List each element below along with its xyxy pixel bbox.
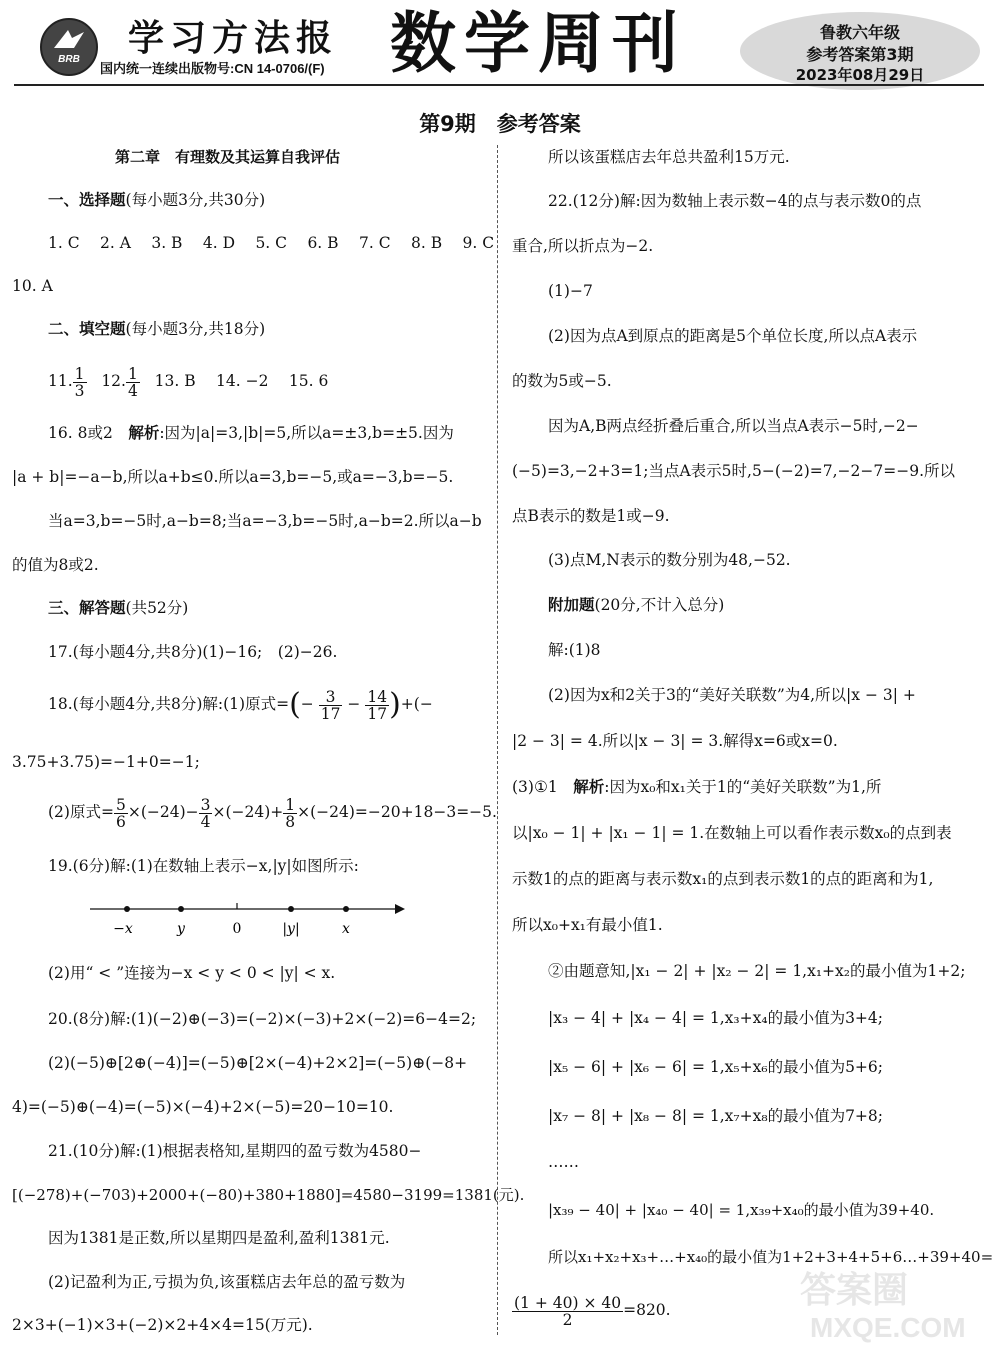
mc-answers-2: 10. A [12,277,53,295]
bonus-sum-line: 所以x₁+x₂+x₃+…+x₄₀的最小值为1+2+3+4+5+6…+39+40= [548,1248,994,1266]
column-divider [497,145,498,1335]
label-neg-x: −x [113,921,133,937]
bonus-part-3-line-2: 以|x₀ − 1| + |x₁ − 1| = 1.在数轴上可以看作表示数x₀的点到表 [512,824,952,842]
label-zero: 0 [232,921,242,937]
edition-answer-issue: 参考答案第3期 [806,45,914,64]
bonus-step-1: ②由题意知,|x₁ − 2| + |x₂ − 2| = 1,x₁+x₂的最小值为1+2; [548,962,966,980]
newspaper-logo [40,18,98,76]
bonus-part-3-line-1: (3)①1 解析:因为x₀和x₁关于1的“美好关联数”为1,所 [512,778,882,796]
q18-line-1: 18.(每小题4分,共8分)解:(1)原式=(− $\frac{3}{17}$ − $\frac{14}{17}$ )+(− [48,687,433,723]
bonus-part-2-line-2: |2 − 3| = 4.所以|x − 3| = 3.解得x=6或x=0. [512,732,838,750]
section-3-heading: 三、解答题(共52分) [48,599,189,617]
q21-line-5: 2×3+(−1)×3+(−2)×2+4×4=15(万元). [12,1316,313,1334]
q22-line-9: 点B表示的数是1或−9. [512,507,670,525]
q18-part-2: (2)原式= $\frac{5}{6}$ ×(−24)− $\frac{3}{4}$ ×(−24)+ $\frac{1}{8}$ ×(−24)=−20+18−3=−5. [48,795,497,831]
logo-text: BRB [58,54,80,65]
q22-part-1: (1)−7 [548,282,593,300]
fill-answers: 11. $\frac{1}{3}$ 12. $\frac{1}{4}$ 13. B 14. −2 15. 6 [48,364,329,400]
number-line-diagram [90,897,420,947]
bonus-part-3-line-4: 所以x₀+x₁有最小值1. [512,916,663,934]
chapter-title: 第二章 有理数及其运算自我评估 [115,148,341,166]
bonus-heading: 附加题(20分,不计入总分) [548,596,725,614]
bonus-part-3-line-3: 示数1的点的距离与表示数x₁的点到表示数1的点的距离和为1, [512,870,934,888]
q22-line-1: 22.(12分)解:因为数轴上表示数−4的点与表示数0的点 [548,192,922,210]
watermark-logo: 答案圈 [800,1269,909,1310]
point-x [343,906,349,912]
paper-name: 学习方法报 [128,17,339,59]
q20-line-2: (2)(−5)⊕[2⊕(−4)]=(−5)⊕[2×(−4)+2×2]=(−5)⊕(−8+ [48,1054,468,1072]
point-y [178,906,184,912]
r-line-1: 所以该蛋糕店去年总共盈利15万元. [548,148,790,166]
masthead-title: 数学周刊 [390,5,686,82]
bonus-step-4: |x₇ − 8| + |x₈ − 8| = 1,x₇+x₈的最小值为7+8; [548,1107,884,1125]
mc-answers-1: 1. C 2. A 3. B 4. D 5. C 6. B 7. C 8. B 9. C [48,234,495,252]
q21-line-1: 21.(10分)解:(1)根据表格知,星期四的盈亏数为4580− [48,1142,422,1160]
point-abs-y [288,906,294,912]
watermark-url: MXQE.COM [810,1312,966,1343]
registration-number: 国内统一连续出版物号:CN 14-0706/(F) [100,61,325,76]
q22-line-7: 因为A,B两点经折叠后重合,所以当点A表示−5时,−2− [548,417,919,435]
q17-answer: 17.(每小题4分,共8分)(1)−16; (2)−26. [48,643,338,661]
bonus-part-2-line-1: (2)因为x和2关于3的“美好关联数”为4,所以|x − 3| + [548,686,916,704]
section-1-heading: 一、选择题(每小题3分,共30分) [48,191,266,209]
bonus-step-last: |x₃₉ − 40| + |x₄₀ − 40| = 1,x₃₉+x₄₀的最小值为39+40. [548,1201,935,1219]
q16-line-1: 16. 8或2 解析:因为|a|=3,|b|=5,所以a=±3,b=±5.因为 [48,424,454,442]
section-2-heading: 二、填空题(每小题3分,共18分) [48,320,266,338]
q21-line-2: [(−278)+(−703)+2000+(−80)+380+1880]=4580−3199=1381(元). [12,1186,525,1204]
q16-line-4: 的值为8或2. [12,556,99,574]
edition-grade: 鲁教六年级 [819,23,900,42]
q21-line-4: (2)记盈利为正,亏损为负,该蛋糕店去年总的盈亏数为 [48,1273,406,1291]
label-abs-y: |y| [282,921,300,937]
q16-line-3: 当a=3,b=−5时,a−b=8;当a=−3,b=−5时,a−b=2.所以a−b [48,512,482,530]
logo-emblem-icon [52,28,86,52]
q19-line-2: (2)用“ < ”连接为−x < y < 0 < |y| < x. [48,964,336,982]
label-y: y [177,921,185,937]
q22-part-3: (3)点M,N表示的数分别为48,−52. [548,551,791,569]
bonus-step-3: |x₅ − 6| + |x₆ − 6| = 1,x₅+x₆的最小值为5+6; [548,1058,884,1076]
q16-line-2: |a + b|=−a−b,所以a+b≤0.所以a=3,b=−5,或a=−3,b=−5. [12,468,454,486]
q18-line-2: 3.75+3.75)=−1+0=−1; [12,753,200,771]
bonus-step-2: |x₃ − 4| + |x₄ − 4| = 1,x₃+x₄的最小值为3+4; [548,1009,884,1027]
edition-date: 2023年08月29日 [795,66,925,84]
q22-line-8: (−5)=3,−2+3=1;当点A表示5时,5−(−2)=7,−2−7=−9.所以 [512,462,955,480]
q22-line-2: 重合,所以折点为−2. [512,237,654,255]
number-line-arrow-icon [395,904,405,914]
point-neg-x [124,906,130,912]
q19-line-1: 19.(6分)解:(1)在数轴上表示−x,|y|如图所示: [48,857,359,875]
q22-part-2-line-2: 的数为5或−5. [512,372,612,390]
q20-line-1: 20.(8分)解:(1)(−2)⊕(−3)=(−2)×(−3)+2×(−2)=6−4=2; [48,1010,477,1028]
q20-line-3: 4)=(−5)⊕(−4)=(−5)×(−4)+2×(−5)=20−10=10. [12,1098,394,1116]
q22-part-2-line-1: (2)因为点A到原点的距离是5个单位长度,所以点A表示 [548,327,918,345]
bonus-sum-result: $\frac{(1 + 40) \times 40}{2}$ =820. [514,1293,671,1329]
header-divider [14,84,984,86]
label-x: x [342,921,350,937]
issue-title: 第9期 参考答案 [419,112,581,136]
q21-line-3: 因为1381是正数,所以星期四是盈利,盈利1381元. [48,1229,390,1247]
bonus-part-1: 解:(1)8 [548,641,601,659]
bonus-ellipsis: …… [548,1153,579,1171]
